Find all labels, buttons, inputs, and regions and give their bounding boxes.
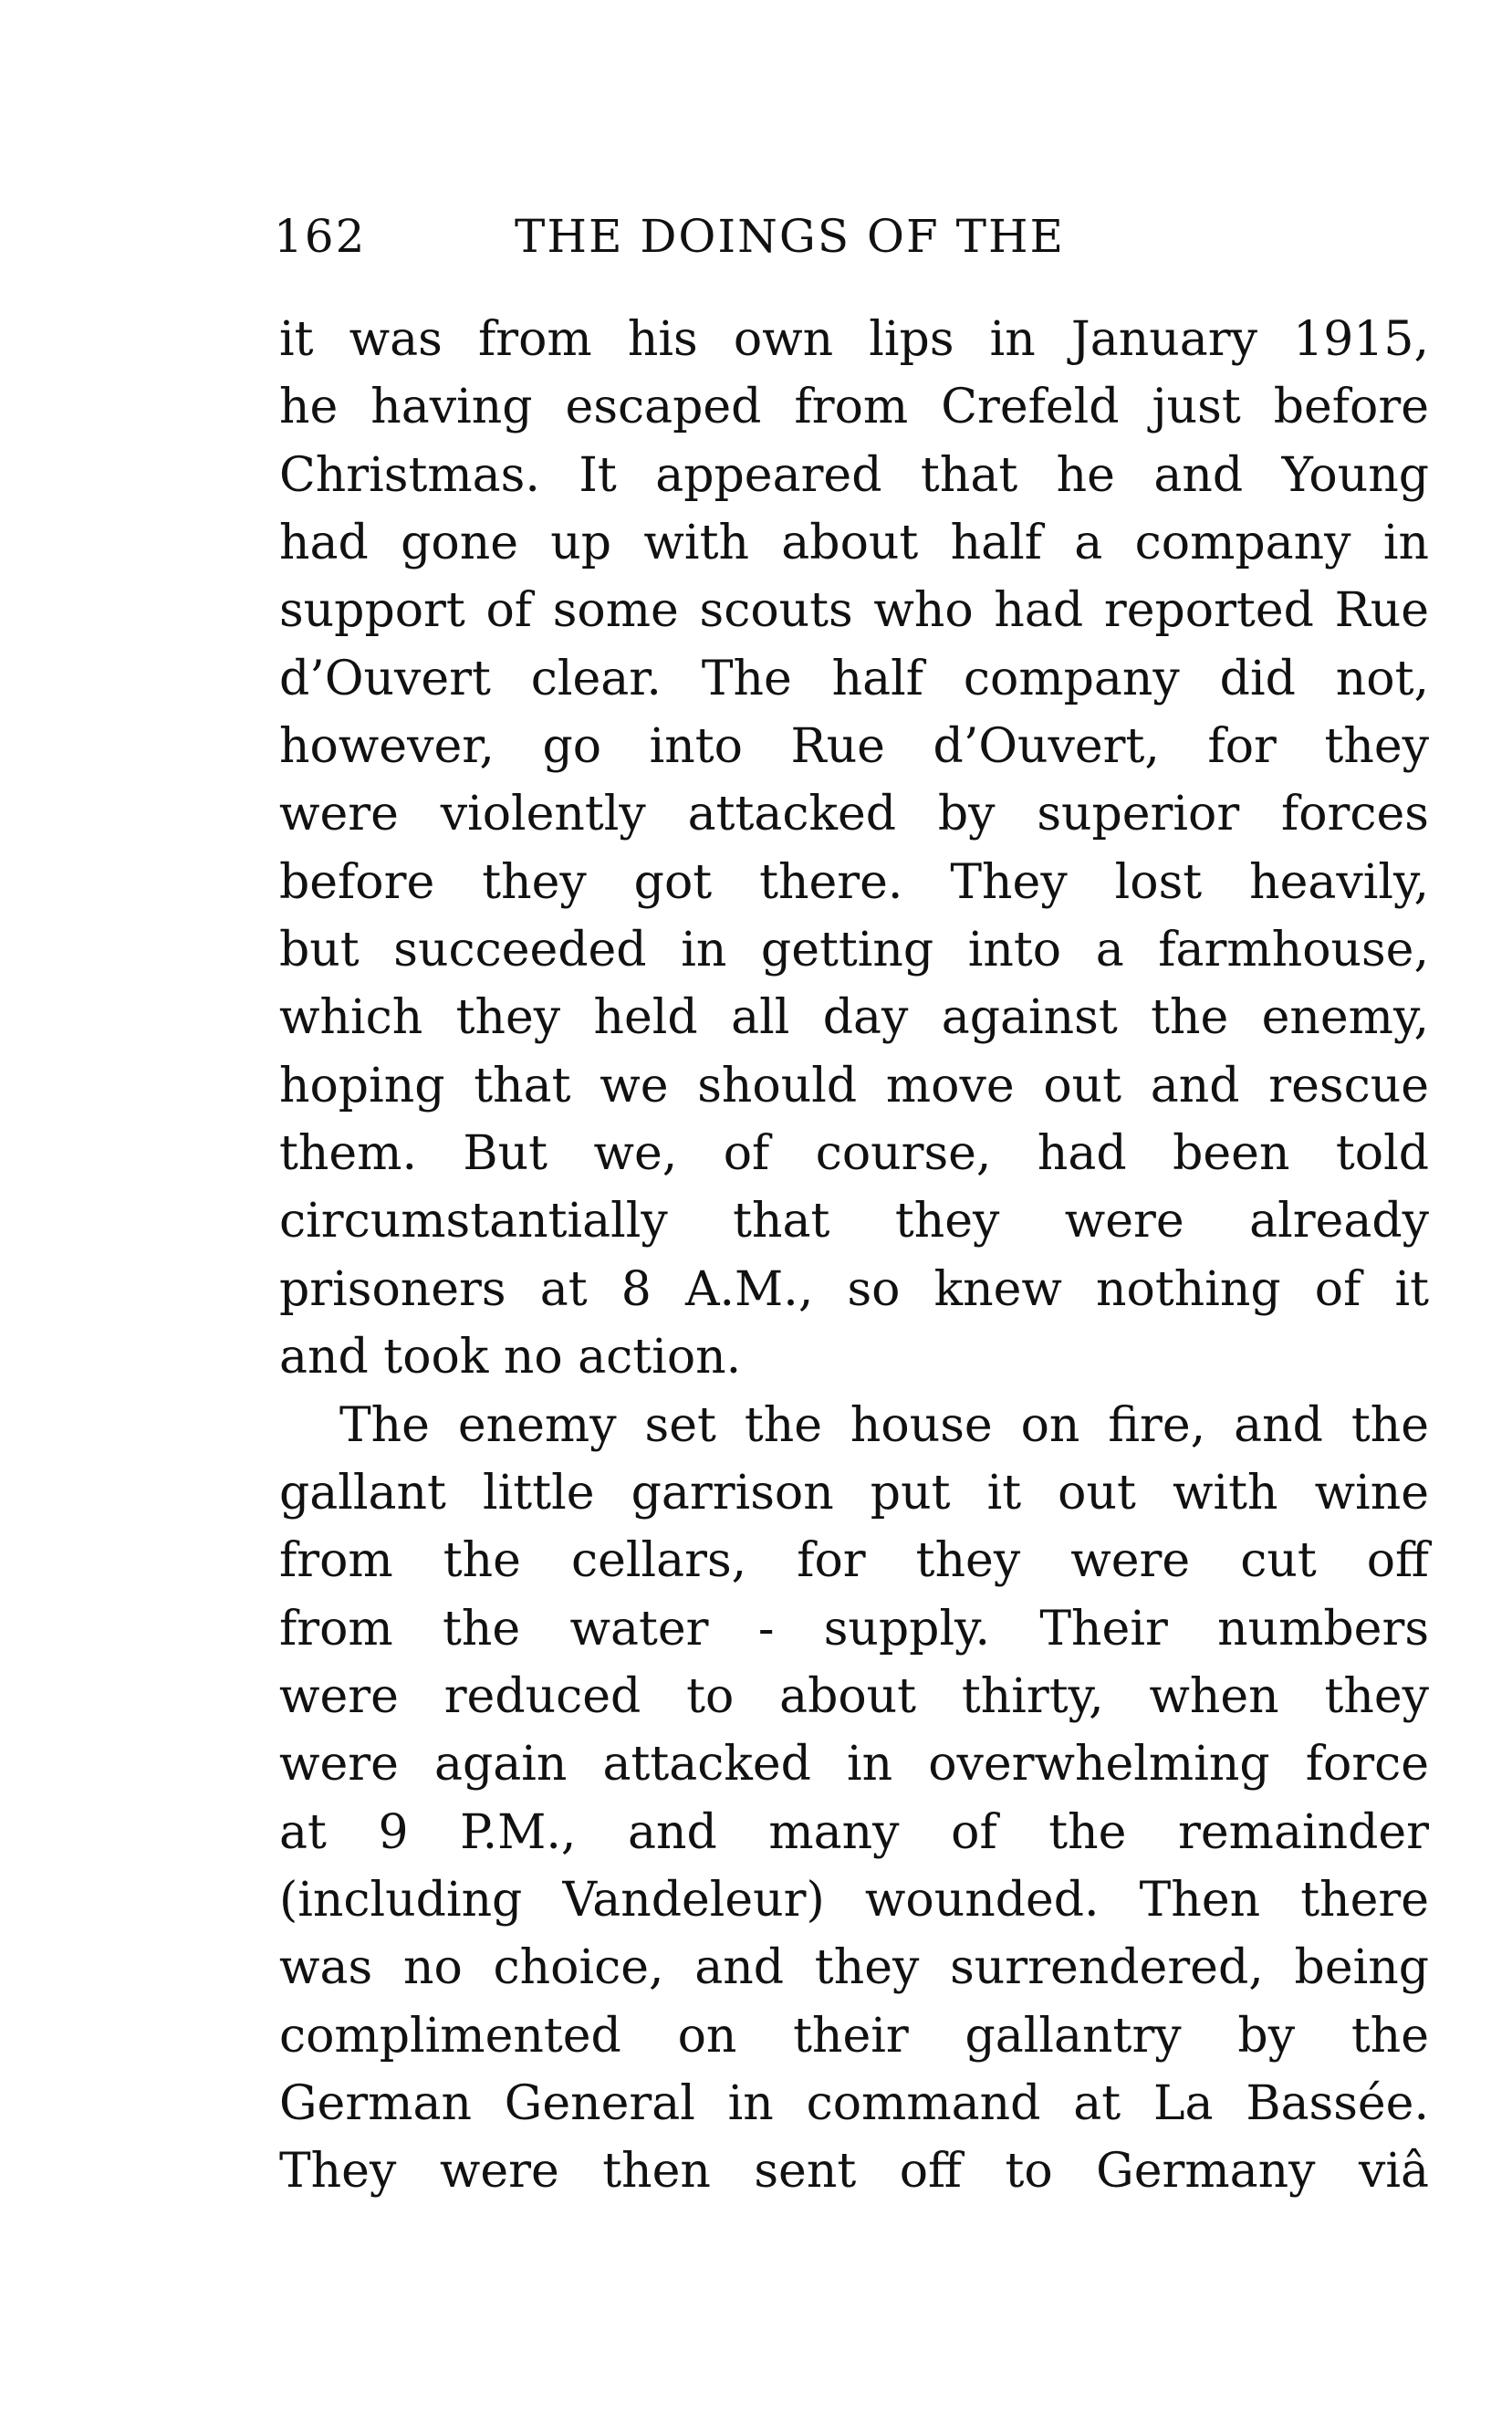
text-line: from the cellars, for they were cut off	[279, 1533, 1429, 1589]
text-line: hoping that we should move out and rescue	[279, 1058, 1429, 1113]
text-line: had gone up with about half a company in	[279, 516, 1429, 571]
paragraph-start-line: The enemy set the house on fire, and the	[339, 1397, 1429, 1453]
text-line: from the water - supply. Their numbers	[279, 1601, 1429, 1656]
body-text	[279, 306, 1429, 2206]
text-line: complimented on their gallantry by the	[279, 2008, 1429, 2064]
text-line: before they got there. They lost heavily,	[279, 854, 1429, 910]
text-line: it was from his own lips in January 1915,	[279, 312, 1429, 367]
text-line: them. But we, of course, had been told	[279, 1126, 1429, 1182]
text-line: was no choice, and they surrendered, being	[279, 1940, 1429, 1996]
text-line: he having escaped from Crefeld just before	[279, 380, 1429, 435]
text-line: which they held all day against the enemy,	[279, 990, 1429, 1046]
text-line: gallant little garrison put it out with wine	[279, 1465, 1429, 1521]
running-title: THE DOINGS OF THE	[515, 210, 1066, 263]
text-line: (including Vandeleur) wounded. Then there	[279, 1872, 1429, 1928]
text-line: Christmas. It appeared that he and Young	[279, 447, 1429, 503]
running-header	[274, 204, 1423, 268]
text-line: prisoners at 8 A.M., so knew nothing of it	[279, 1261, 1429, 1317]
text-line: at 9 P.M., and many of the remainder	[279, 1804, 1429, 1860]
text-line: were reduced to about thirty, when they	[279, 1668, 1429, 1724]
text-line: however, go into Rue d’Ouvert, for they	[279, 719, 1429, 775]
text-line: support of some scouts who had reported Rue	[279, 583, 1429, 639]
text-line: were violently attacked by superior forces	[279, 787, 1429, 842]
text-line: They were then sent off to Germany viâ	[279, 2144, 1429, 2200]
text-line: German General in command at La Bassée.	[279, 2075, 1429, 2131]
page-number: 162	[274, 210, 367, 263]
text-line: d’Ouvert clear. The half company did not,	[279, 651, 1429, 706]
paragraph-end-line: and took no action.	[279, 1330, 742, 1385]
text-line: were again attacked in overwhelming force	[279, 1737, 1429, 1792]
text-line: but succeeded in getting into a farmhouse,	[279, 923, 1429, 978]
text-line: circumstantially that they were already	[279, 1194, 1429, 1249]
